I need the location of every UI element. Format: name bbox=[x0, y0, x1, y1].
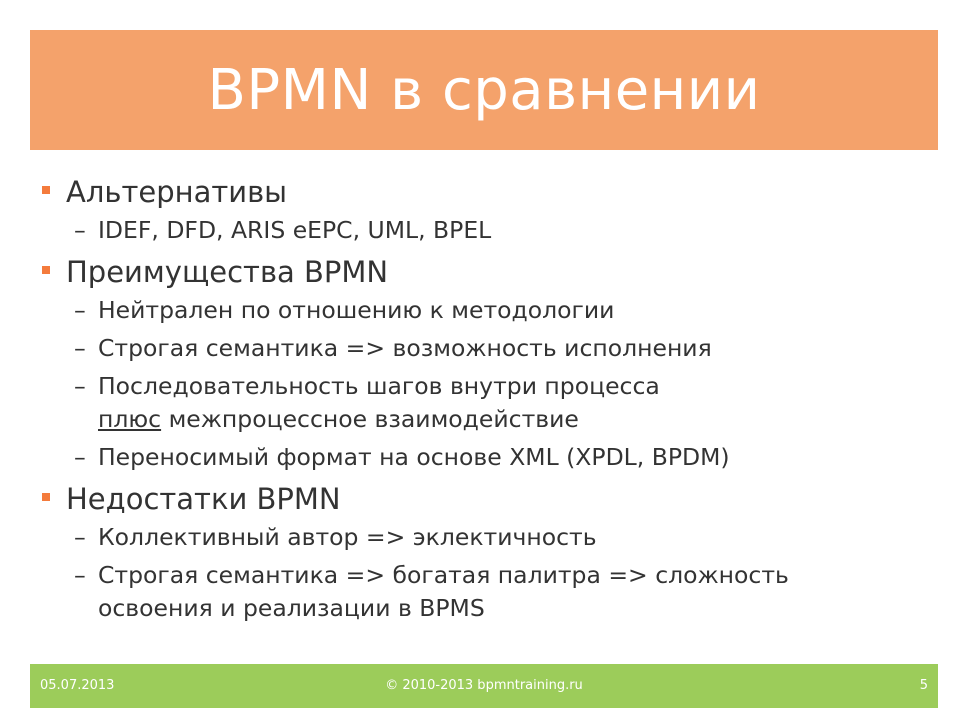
section-heading-advantages bbox=[40, 252, 920, 292]
title-bar bbox=[30, 30, 938, 150]
list-item bbox=[40, 332, 920, 365]
footer-copyright: © 2010-2013 bpmntraining.ru bbox=[385, 678, 583, 693]
list-item bbox=[40, 370, 920, 436]
square-bullet-icon bbox=[42, 266, 50, 274]
dash-bullet: – bbox=[74, 561, 86, 589]
square-bullet-icon bbox=[42, 493, 50, 501]
list-item bbox=[40, 214, 920, 247]
dash-bullet: – bbox=[74, 443, 86, 471]
page-number: 5 bbox=[919, 678, 928, 693]
list-item bbox=[40, 559, 920, 625]
square-bullet-icon bbox=[42, 186, 50, 194]
list-item-text: Последовательность шагов внутри процесса bbox=[98, 372, 660, 400]
list-item-text: Коллективный автор => эклектичность bbox=[98, 523, 597, 551]
dash-bullet: – bbox=[74, 296, 86, 324]
dash-bullet: – bbox=[74, 216, 86, 244]
list-item-text: IDEF, DFD, ARIS eEPC, UML, BPEL bbox=[98, 216, 492, 244]
section-heading-disadvantages bbox=[40, 479, 920, 519]
footer-bar bbox=[30, 664, 938, 708]
dash-bullet: – bbox=[74, 334, 86, 362]
list-item-text: Нейтрален по отношению к методологии bbox=[98, 296, 615, 324]
underlined-word: плюс bbox=[98, 405, 162, 433]
list-item-text: Строгая семантика => возможность исполнения bbox=[98, 334, 712, 362]
slide-content bbox=[40, 172, 920, 630]
list-item-text-continuation bbox=[98, 403, 920, 436]
section-heading-label: Недостатки BPMN bbox=[66, 482, 341, 516]
dash-bullet: – bbox=[74, 523, 86, 551]
list-item-text-rest: межпроцессное взаимодействие bbox=[161, 405, 579, 433]
list-item bbox=[40, 441, 920, 474]
list-item-text: Переносимый формат на основе XML (XPDL, BPDM) bbox=[98, 443, 730, 471]
list-item bbox=[40, 294, 920, 327]
list-item-text: Строгая семантика => богатая палитра => сложность bbox=[98, 561, 789, 589]
section-heading-label: Преимущества BPMN bbox=[66, 255, 389, 289]
section-heading-alternatives bbox=[40, 172, 920, 212]
list-item bbox=[40, 521, 920, 554]
section-heading-label: Альтернативы bbox=[66, 175, 288, 209]
dash-bullet: – bbox=[74, 372, 86, 400]
list-item-text-continuation: освоения и реализации в BPMS bbox=[98, 594, 485, 622]
slide-title: BPMN в сравнении bbox=[207, 57, 761, 123]
footer-date: 05.07.2013 bbox=[40, 678, 115, 693]
